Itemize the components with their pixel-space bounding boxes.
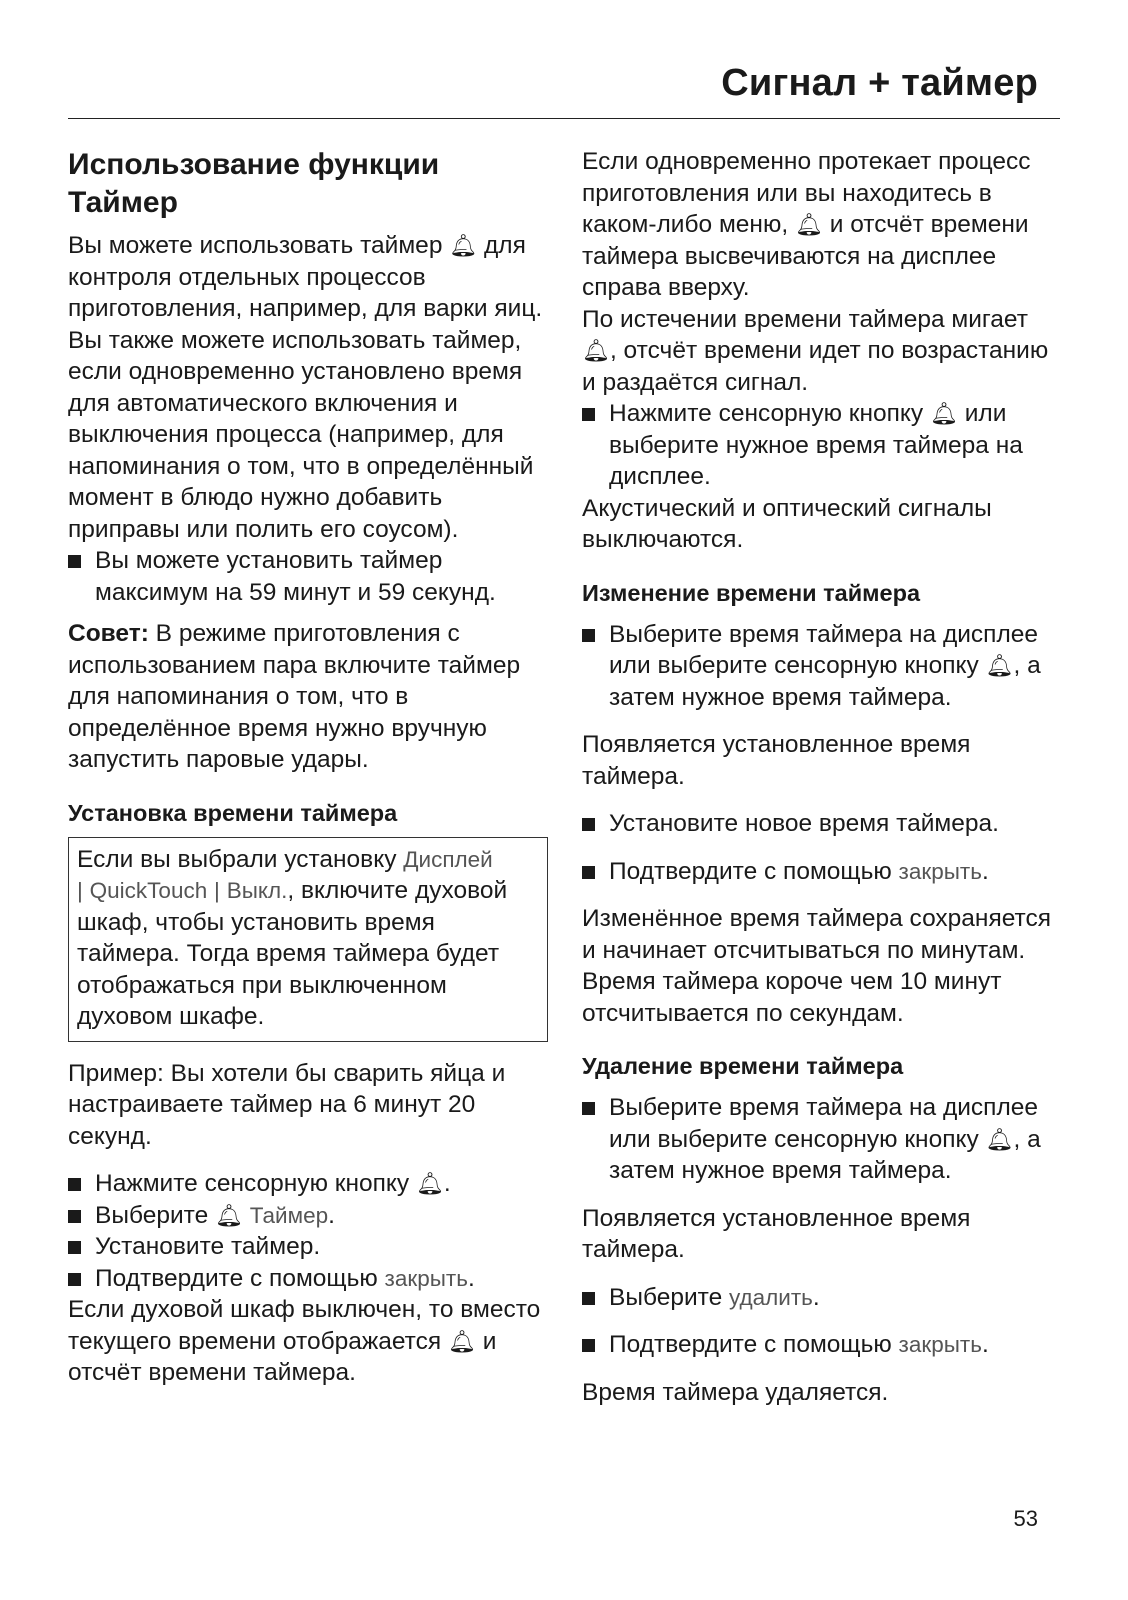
- delete-confirm-bullet: Подтвердите с помощью закрыть.: [582, 1329, 1062, 1361]
- change-confirm-bullet: Подтвердите с помощью закрыть.: [582, 856, 1062, 888]
- step-confirm: Подтвердите с помощью закрыть.: [68, 1263, 548, 1295]
- oven-off-paragraph: Если духовой шкаф выключен, то вместо текущего времени отображается 🔔︎ и отсчёт времени таймера.: [68, 1296, 541, 1386]
- note-text: Если вы выбрали установку Дисплей | QuickTouch | Выкл., включите духовой шкаф, чтобы установить время таймера. Тогда время таймера будет отображаться при выключенном духовом шкафе.: [77, 845, 508, 1030]
- change-select-bullet: Выберите время таймера на дисплее или выберите сенсорную кнопку 🔔︎, а затем нужное время таймера.: [582, 619, 1062, 714]
- bell-icon: 🔔︎: [449, 233, 478, 258]
- bullet-press-or-select: Нажмите сенсорную кнопку 🔔︎ или выберите нужное время таймера на дисплее.: [582, 398, 1062, 493]
- subsection-title-delete: Удаление времени таймера: [582, 1053, 904, 1079]
- change-saved-paragraph: Изменённое время таймера сохраняется и начинает отсчитываться по минутам. Время таймера короче чем 10 минут отсчитывается по секундам.: [582, 905, 1052, 1027]
- bell-icon: 🔔︎: [215, 1202, 243, 1228]
- note-box: [68, 837, 548, 1042]
- signals-off-paragraph: Акустический и оптический сигналы выключаются.: [582, 494, 992, 553]
- right-column: [582, 146, 1062, 1408]
- delete-shown-paragraph: Появляется установленное время таймера.: [582, 1204, 971, 1263]
- bell-icon: 🔔︎: [794, 212, 823, 237]
- section-title: Использование функции Таймер: [68, 148, 440, 219]
- step-select-timer: Выберите 🔔︎ Таймер.: [68, 1200, 548, 1232]
- delete-choose-bullet: Выберите удалить.: [582, 1282, 1062, 1314]
- bell-icon: 🔔︎: [447, 1328, 476, 1354]
- parallel-process-paragraph: Если одновременно протекает процесс приготовления или вы находитесь в каком-либо меню, 🔔︎ и отсчёт времени таймера высвечиваются на дисплее справа вверху.: [582, 148, 1031, 301]
- bell-icon: 🔔︎: [582, 338, 610, 363]
- subsection-title-set: Установка времени таймера: [68, 799, 398, 826]
- change-shown-paragraph: Появляется установленное время таймера.: [582, 731, 971, 790]
- bullet-max-time: Вы можете установить таймер максимум на 59 минут и 59 секунд.: [68, 545, 548, 608]
- step-set-timer: Установите таймер.: [68, 1231, 548, 1263]
- intro-paragraph: Вы можете использовать таймер 🔔︎ для контроля отдельных процессов приготовления, например, для варки яиц.: [68, 232, 543, 322]
- deleted-paragraph: Время таймера удаляется.: [582, 1378, 889, 1406]
- bell-icon: 🔔︎: [985, 1126, 1014, 1152]
- intro-paragraph-2: Вы также можете использовать таймер, если одновременно установлено время для автоматического включения и выключения процесса (например, для напоминания о том, что в определённый момент в блюдо нужно добавить приправы или полить его соусом).: [68, 326, 534, 543]
- tip-paragraph: Совет: В режиме приготовления с использованием пара включите таймер для напоминания о том, что в определённое время нужно вручную запустить паровые удары.: [68, 620, 521, 773]
- bell-icon: 🔔︎: [985, 653, 1014, 678]
- example-paragraph: Пример: Вы хотели бы сварить яйца и настраиваете таймер на 6 минут 20 секунд.: [68, 1059, 506, 1150]
- header-divider: [68, 118, 1060, 119]
- left-column: [68, 146, 548, 1389]
- timer-expired-paragraph: По истечении времени таймера мигает 🔔︎, отсчёт времени идет по возрастанию и раздаётся сигнал.: [582, 305, 1049, 396]
- change-set-new-bullet: Установите новое время таймера.: [582, 808, 1062, 840]
- bell-icon: 🔔︎: [929, 401, 958, 426]
- delete-select-bullet: Выберите время таймера на дисплее или выберите сенсорную кнопку 🔔︎, а затем нужное время таймера.: [582, 1092, 1062, 1187]
- page-number: 53: [1013, 1506, 1038, 1531]
- subsection-title-change: Изменение времени таймера: [582, 579, 921, 606]
- page-title: Сигнал + таймер: [721, 62, 1038, 104]
- step-press-button: Нажмите сенсорную кнопку 🔔︎.: [68, 1168, 548, 1200]
- bell-icon: 🔔︎: [415, 1171, 444, 1196]
